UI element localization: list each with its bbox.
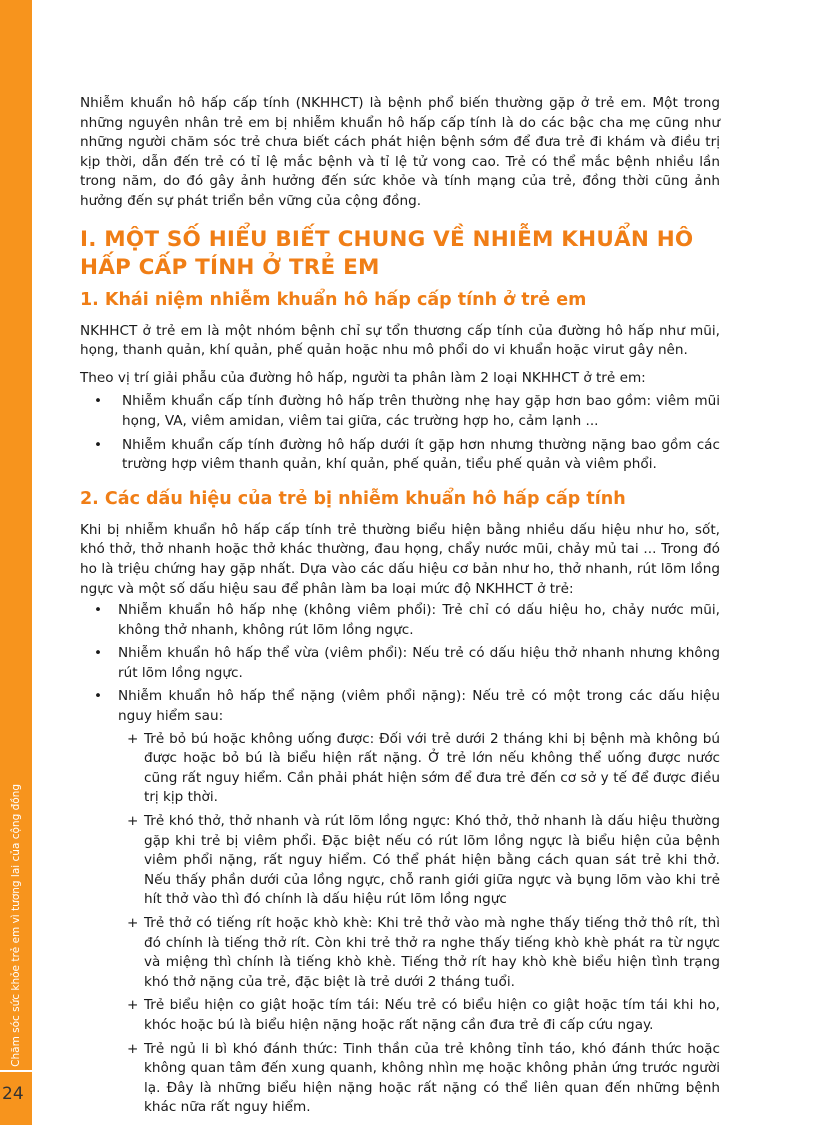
bullet-icon: • xyxy=(94,645,103,662)
danger-sign-item: + Trẻ bỏ bú hoặc không uống được: Đối với trẻ dưới 2 tháng khi bị bệnh mà không bú được hoặc bỏ bú là biểu hiện rất nặng. Ở trẻ lớn nếu không thể uống được nước cũng rất nguy hiểm. Cần phải phát hiện sớm để đưa trẻ đến cơ sở y tế để được điều trị kịp thời. xyxy=(127,730,720,806)
list-item: • Nhiễm khuẩn hô hấp thể vừa (viêm phổi): Nếu trẻ có dấu hiệu thở nhanh nhưng không rút lõm lồng ngực. xyxy=(94,645,720,681)
classification-list xyxy=(80,392,720,474)
danger-sign-item: + Trẻ ngủ li bì khó đánh thức: Tinh thần của trẻ không tỉnh táo, khó đánh thức hoặc không quan tâm đến xung quanh, không nhìn mẹ hoặc không phản ứng trước người lạ. Đây là những biểu hiện nặng hoặc rất nặng có thể liên quan đến những bệnh khác nữa rất nguy hiểm. xyxy=(127,1040,720,1116)
page-number: 24 xyxy=(2,1084,24,1104)
severity-list xyxy=(80,601,720,1118)
bullet-icon: • xyxy=(94,436,103,453)
definition-paragraph: NKHHCT ở trẻ em là một nhóm bệnh chỉ sự tổn thương cấp tính của đường hô hấp như mũi, họng, thanh quản, khí quản, phế quản hoặc nhu mô phổi do vi khuẩn hoặc virut gây nên. xyxy=(80,322,720,359)
list-item: • Nhiễm khuẩn hô hấp nhẹ (không viêm phổi): Trẻ chỉ có dấu hiệu ho, chảy nước mũi, không thở nhanh, không rút lõm lồng ngực. xyxy=(94,602,720,638)
bullet-icon: • xyxy=(94,688,103,705)
danger-sign-item: + Trẻ biểu hiện co giật hoặc tím tái: Nếu trẻ có biểu hiện co giật hoặc tím tái khi ho, khóc hoặc bú là biểu hiện nặng hoặc rất nặng cần đưa trẻ đi cấp cứu ngay. xyxy=(127,997,720,1033)
plus-icon: + xyxy=(127,1040,139,1057)
plus-icon: + xyxy=(127,997,139,1014)
bullet-icon: • xyxy=(94,602,103,619)
page-content xyxy=(80,94,720,1122)
list-item: • Nhiễm khuẩn cấp tính đường hô hấp trên thường nhẹ hay gặp hơn bao gồm: viêm mũi họng, VA, viêm amidan, viêm tai giữa, các trường hợp ho, cảm lạnh ... xyxy=(94,393,720,429)
plus-icon: + xyxy=(127,813,139,830)
bullet-icon: • xyxy=(94,393,103,410)
plus-icon: + xyxy=(127,915,139,931)
section-heading: I. MỘT SỐ HIỂU BIẾT CHUNG VỀ NHIỄM KHUẨN HÔ HẤP CẤP TÍNH Ở TRẺ EM xyxy=(80,226,694,280)
list-item: • Nhiễm khuẩn cấp tính đường hô hấp dưới ít gặp hơn nhưng thường nặng bao gồm các trường hợp viêm thanh quản, khí quản, phế quản, tiểu phế quản và viêm phổi. xyxy=(94,436,720,473)
sidebar-title-text: Chăm sóc sức khỏe trẻ em vì tương lai của cộng đồng xyxy=(10,783,22,1067)
list-item: • Nhiễm khuẩn hô hấp thể nặng (viêm phổi nặng): Nếu trẻ có một trong các dấu hiệu nguy hiểm sau: + Trẻ bỏ bú hoặc không uống được: Đối với trẻ dưới 2 tháng khi bị bệnh mà không bú được hoặc bỏ bú là biểu hiện rất nặng. Ở trẻ lớn nếu không thể uống được nước cũng rất nguy hiểm. Cần phải phát hiện sớm để đưa trẻ đến cơ sở y tế để được điều trị kịp thời. + Trẻ khó thở, thở nhanh và rút lõm lồng ngực: Khó thở, thở nhanh là dấu hiệu thường gặp khi trẻ bị viêm phổi. Đặc biệt nếu có rút lõm lồng ngực là biểu hiện của bệnh viêm phổi nặng, rất nguy hiểm. Có thể phát hiện bằng cách quan sát trẻ khi thở. Nếu thấy phần dưới của lồng ngực, chỗ ranh giới giữa ngực và bụng lõm vào khi trẻ hít thở vào thì đó chính là dấu hiệu rút lõm lồng ngực + Trẻ thở có tiếng rít hoặc khò khè: Khi trẻ thở vào mà nghe thấy tiếng thở thô rít, thì đó chính là tiếng thở rít. Còn khi trẻ thở ra nghe thấy tiếng khò khè phát ra từ ngực và miệng thì chính là tiếng khò khè. Tiếng thở rít hay khò khè biểu hiện tình trạng khó thở nặng của trẻ, đặc biệt là trẻ dưới 2 tháng tuổi. + Trẻ biểu hiện co giật hoặc tím tái: Nếu trẻ có biểu hiện co giật hoặc tím tái khi ho, khóc hoặc bú là biểu hiện nặng hoặc rất nặng cần đưa trẻ đi cấp cứu ngay. + Trẻ ngủ li bì khó đánh thức: Tinh thần của trẻ không tỉnh táo, khó đánh thức hoặc không quan tâm đến xung quanh, không nhìn mẹ hoặc không phản ứng trước người lạ. Đây là những biểu hiện nặng hoặc rất nặng có thể liên quan đến những bệnh khác nữa rất nguy hiểm. xyxy=(80,687,720,1117)
subsection-heading-1: 1. Khái niệm nhiễm khuẩn hô hấp cấp tính ở trẻ em xyxy=(80,289,587,310)
danger-sign-item: + Trẻ khó thở, thở nhanh và rút lõm lồng ngực: Khó thở, thở nhanh là dấu hiệu thường gặp khi trẻ bị viêm phổi. Đặc biệt nếu có rút lõm lồng ngực là biểu hiện của bệnh viêm phổi nặng, rất nguy hiểm. Có thể phát hiện bằng cách quan sát trẻ khi thở. Nếu thấy phần dưới của lồng ngực, chỗ ranh giới giữa ngực và bụng lõm vào khi trẻ hít thở vào thì đó chính là dấu hiệu rút lõm lồng ngực xyxy=(127,813,720,908)
signs-paragraph: Khi bị nhiễm khuẩn hô hấp cấp tính trẻ thường biểu hiện bằng nhiều dấu hiệu như ho, sốt, khó thở, thở nhanh hoặc thở khác thường, đau họng, chẩy nước mũi, chảy mủ tai ... Trong đó ho là triệu chứng hay gặp nhất. Dựa vào các dấu hiệu cơ bản như ho, thở nhanh, rút lõm lồng ngực và một số dấu hiệu sau để phân làm ba loại mức độ NKHHCT ở trẻ: xyxy=(80,521,720,597)
intro-paragraph: Nhiễm khuẩn hô hấp cấp tính (NKHHCT) là bệnh phổ biến thường gặp ở trẻ em. Một trong những nguyên nhân trẻ em bị nhiễm khuẩn hô hấp cấp tính là do các bậc cha mẹ cũng như những người chăm sóc trẻ chưa biết cách phát hiện bệnh sớm để đưa trẻ đi khám và điều trị kịp thời, dẫn đến trẻ có tỉ lệ mắc bệnh và tỉ lệ tử vong cao. Trẻ có thể mắc bệnh nhiều lần trong năm, do đó gây ảnh hưởng đến sức khỏe và tính mạng của trẻ, đồng thời cũng ảnh hưởng đến sự phát triển bền vững của cộng đồng. xyxy=(80,95,720,209)
danger-signs-list xyxy=(118,730,720,1118)
danger-sign-item: + Trẻ thở có tiếng rít hoặc khò khè: Khi trẻ thở vào mà nghe thấy tiếng thở thô rít, thì đó chính là tiếng thở rít. Còn khi trẻ thở ra nghe thấy tiếng khò khè phát ra từ ngực và miệng thì chính là tiếng khò khè. Tiếng thở rít hay khò khè biểu hiện tình trạng khó thở nặng của trẻ, đặc biệt là trẻ dưới 2 tháng tuổi. xyxy=(127,915,720,990)
sidebar-title xyxy=(2,783,30,1067)
subsection-heading-2: 2. Các dấu hiệu của trẻ bị nhiễm khuẩn hô hấp cấp tính xyxy=(80,488,626,509)
plus-icon: + xyxy=(127,730,139,747)
classification-paragraph: Theo vị trí giải phẫu của đường hô hấp, người ta phân làm 2 loại NKHHCT ở trẻ em: xyxy=(80,369,646,386)
